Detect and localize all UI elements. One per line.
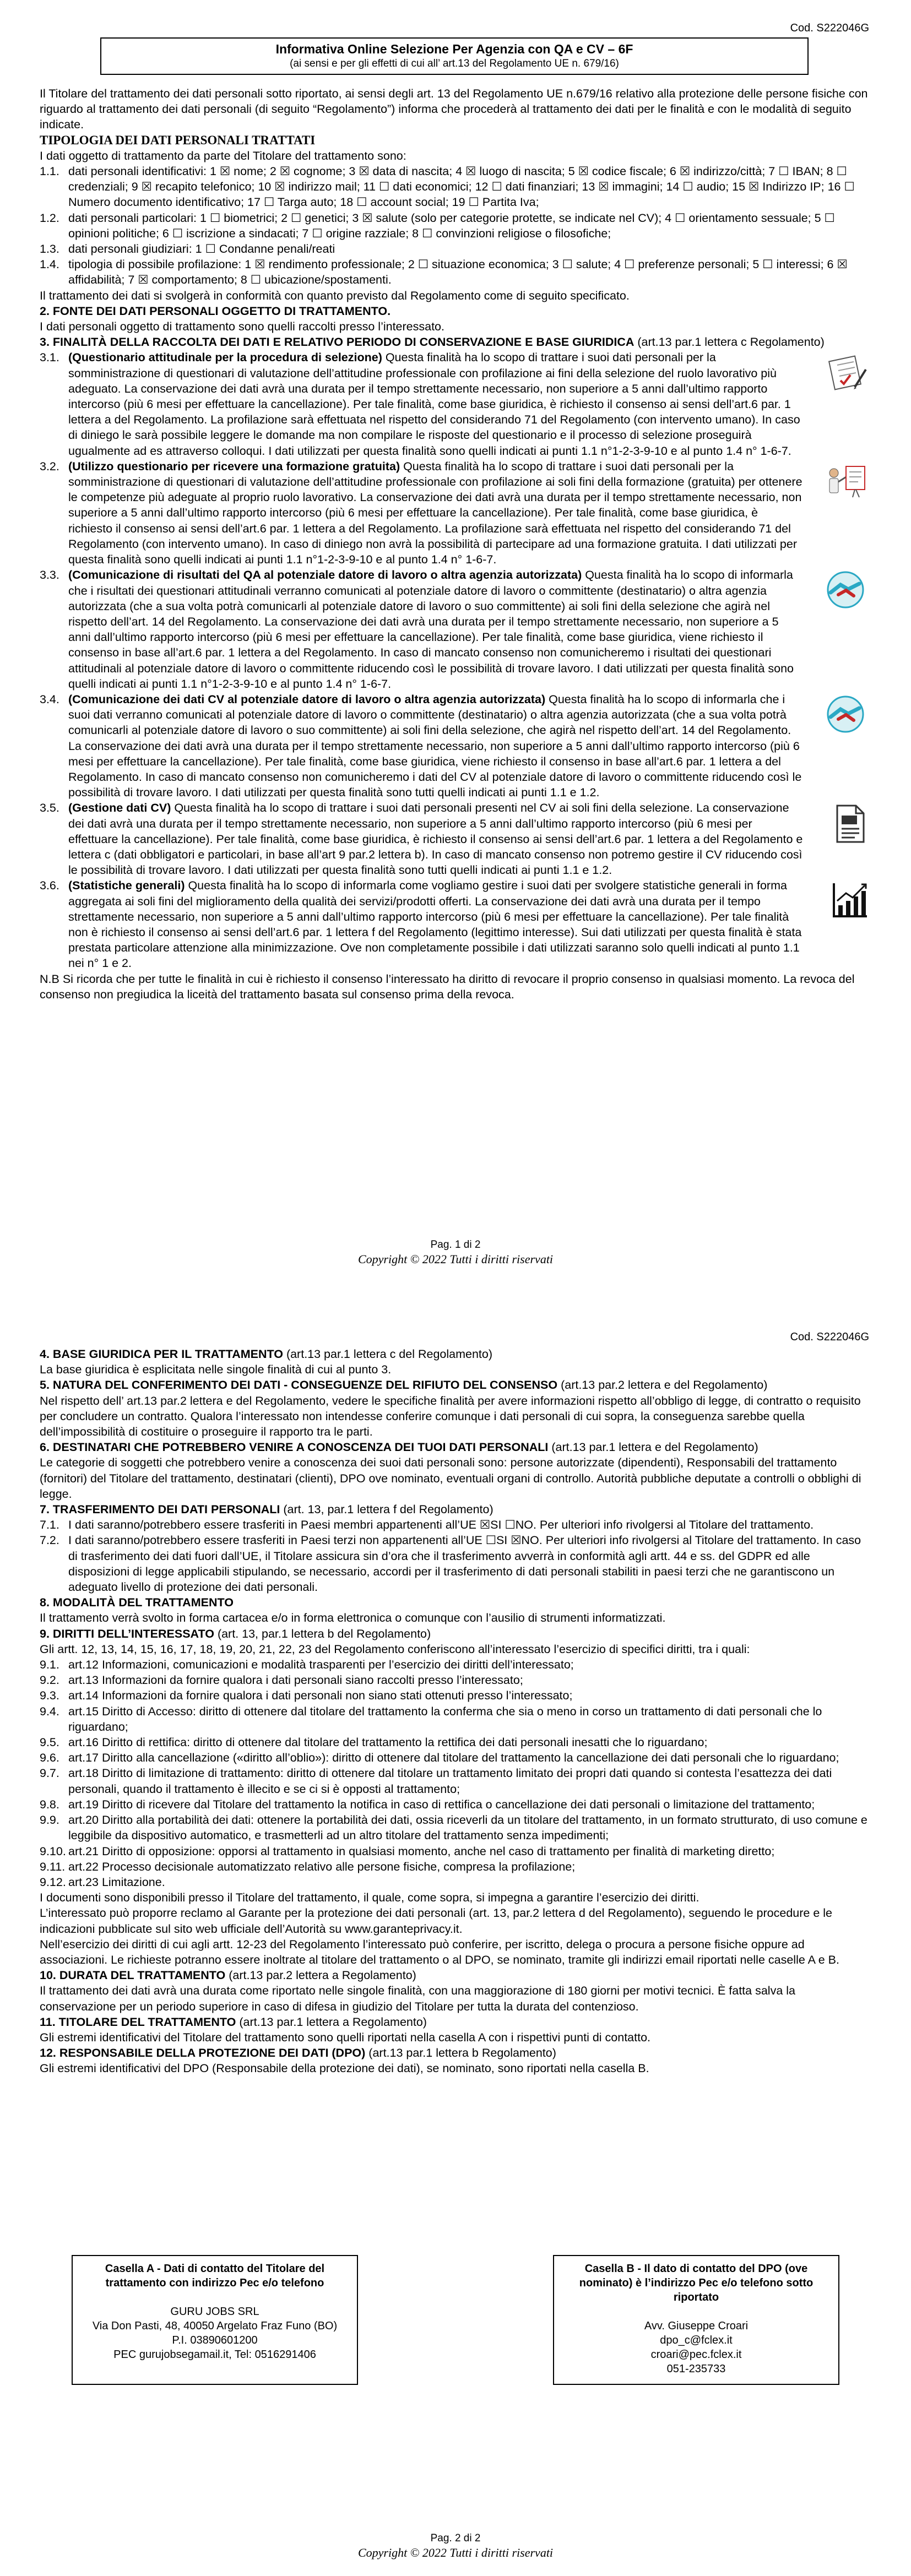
section-12-heading: 12. RESPONSABILE DELLA PROTEZIONE DEI DATI (DPO) (art.13 par.1 lettera b Regolamento) xyxy=(40,2046,556,2060)
page-number: Pag. 1 di 2 xyxy=(430,1239,481,1251)
list-item: 9.4. art.15 Diritto di Accesso: diritto di ottenere dal titolare del trattamento la conferma che sia o meno in corso un trattamento di dati personali che lo riguardano; xyxy=(40,1704,822,1733)
section-9-outro: I documenti sono disponibili presso il Titolare del trattamento, il quale, come sopra, si impegna a garantire l’esercizio dei diritti. xyxy=(40,1891,699,1905)
contact-box-a-title: Casella A - Dati di contatto del Titolare del trattamento con indirizzo Pec e/o telefono xyxy=(105,2263,325,2289)
list-item: 1.1. dati personali identificativi: 1 ☒ nome; 2 ☒ cognome; 3 ☒ data di nascita; 4 ☒ luogo di nascita; 5 ☒ codice fiscale; 6 ☒ indirizzo/città; 7 ☐ IBAN; 8 ☐ credenziali; 9 ☒ recapito telefonico; 10 ☒ indirizzo mail; 11 ☐ dati economici; 12 ☐ dati finanziari; 13 ☒ immagini; 14 ☐ audio; 15 ☒ Indirizzo IP; 16 ☐ Numero documento identificativo; 17 ☐ Targa auto; 18 ☐ account social; 19 ☐ Partita Iva; xyxy=(40,165,855,209)
dpo-email: dpo_c@fclex.it xyxy=(660,2334,733,2346)
check-form-icon xyxy=(803,350,869,392)
section-9-delegation: Nell’esercizio dei diritti di cui agli artt. 12-23 del Regolamento l’interessato può conferire, per iscritto, delega o procura a persone fisiche oppure ad associazioni. Le richieste potranno essere inoltrate al titolare del trattamento o al DPO, se nominato, tramite gli indirizzi email riportati nelle caselle A e B. xyxy=(40,1937,839,1966)
section-5-heading: 5. NATURA DEL CONFERIMENTO DEI DATI - CONSEGUENZE DEL RIFIUTO DEL CONSENSO (art.13 par.2 lettera e del Regolamento) xyxy=(40,1378,768,1392)
handshake-icon xyxy=(803,567,869,609)
list-item: 9.12. art.23 Limitazione. xyxy=(40,1875,165,1889)
section-1-outro: Il trattamento dei dati si svolgerà in conformità con quanto previsto dal Regolamento come di seguito specificato. xyxy=(40,289,630,302)
chart-icon xyxy=(803,878,869,920)
trainer-board-icon xyxy=(803,459,869,501)
section-1-intro: I dati oggetto di trattamento da parte del Titolare del trattamento sono: xyxy=(40,149,406,162)
document-title: Informativa Online Selezione Per Agenzia con QA e CV – 6F xyxy=(275,42,633,56)
page-number: Pag. 2 di 2 xyxy=(430,2532,481,2544)
list-item: 9.10. art.21 Diritto di opposizione: opporsi al trattamento in qualsiasi momento, anche nel caso di trattamento per finalità di marketing diretto; xyxy=(40,1844,775,1858)
section-11-heading: 11. TITOLARE DEL TRATTAMENTO (art.13 par.1 lettera a Regolamento) xyxy=(40,2015,427,2029)
section-10-text: Il trattamento dei dati avrà una durata come riportato nelle singole finalità, con una maggiorazione di 180 giorni per motivi tecnici. È fatta salva la conservazione per un periodo superiore in caso di difesa in giudizio del Titolare per tutta la durata del contenzioso. xyxy=(40,1984,795,2013)
section-6-text: Le categorie di soggetti che potrebbero venire a conoscenza dei suoi dati personali sono: persone autorizzate (dipendenti), Responsabili del trattamento (fornitori) del Titolare del trattamento, destinatari (clienti), DPO ove nominato, eventuali organi di controllo. Autorità pubbliche deputate a controlli o obblighi di legge. xyxy=(40,1456,861,1501)
contact-box-b xyxy=(553,2255,839,2385)
section-9-heading: 9. DIRITTI DELL’INTERESSATO (art. 13, par.1 lettera b del Regolamento) xyxy=(40,1627,431,1640)
page-2-footer xyxy=(0,2531,911,2560)
list-item: 9.2. art.13 Informazioni da fornire qualora i dati personali siano raccolti presso l’interessato; xyxy=(40,1673,523,1687)
list-item: 1.4. tipologia di possibile profilazione: 1 ☒ rendimento professionale; 2 ☐ situazione economica; 3 ☐ salute; 4 ☐ preferenze personali; 5 ☐ interessi; 6 ☒ affidabilità; 7 ☒ comportamento; 8 ☐ ubicazione/spostamenti. xyxy=(40,258,848,287)
list-item: 9.8. art.19 Diritto di ricevere dal Titolare del trattamento la notifica in caso di rettifica o cancellazione dei dati personali o limitazione del trattamento; xyxy=(40,1797,815,1811)
company-pec-phone: PEC gurujobsegamail.it, Tel: 0516291406 xyxy=(113,2349,316,2361)
section-7-heading: 7. TRASFERIMENTO DEI DATI PERSONALI (art. 13, par.1 lettera f del Regolamento) xyxy=(40,1503,494,1517)
contact-box-b-title: Casella B - Il dato di contatto del DPO (ove nominato) è l’indirizzo Pec e/o telefono sotto riportato xyxy=(579,2263,814,2303)
copyright: Copyright © 2022 Tutti i diritti riservati xyxy=(357,2546,554,2559)
section-8-text: Il trattamento verrà svolto in forma cartacea e/o in forma elettronica o comunque con l’ausilio di strumenti informatizzati. xyxy=(40,1611,666,1625)
section-12-text: Gli estremi identificativi del DPO (Responsabile della protezione dei dati), se nominato, sono riportati nella casella B. xyxy=(40,2062,649,2075)
section-9-intro: Gli artt. 12, 13, 14, 15, 16, 17, 18, 19, 20, 21, 22, 23 del Regolamento conferiscono all’interessato l’esercizio di specifici diritti, tra i quali: xyxy=(40,1642,750,1656)
list-item: 9.1. art.12 Informazioni, comunicazioni e modalità trasparenti per l’esercizio dei diritti dell’interessato; xyxy=(40,1658,574,1672)
list-item: 7.1. I dati saranno/potrebbero essere trasferiti in Paesi membri appartenenti all’UE ☒SI ☐NO. Per ulteriori info rivolgersi al Titolare del trattamento. xyxy=(40,1518,814,1532)
list-item: 1.2. dati personali particolari: 1 ☐ biometrici; 2 ☐ genetici; 3 ☒ salute (solo per categorie protette, se indicate nel CV); 4 ☐ orientamento sessuale; 5 ☐ opinioni politiche; 6 ☐ iscrizione a sindacati; 7 ☐ origine razziale; 8 ☐ convinzioni religiose o filosofiche; xyxy=(40,211,835,240)
list-item: 9.7. art.18 Diritto di limitazione di trattamento: diritto di ottenere dal titolare un trattamento limitato dei propri dati quando si contesta l’esattezza dei dati personali, quando il trattamento è illecito e se ci si è opposti al trattamento; xyxy=(40,1767,832,1796)
handshake-icon xyxy=(803,692,869,733)
section-10-heading: 10. DURATA DEL TRATTAMENTO (art.13 par.2 lettera a Regolamento) xyxy=(40,1969,416,1982)
contact-box-a xyxy=(72,2255,358,2385)
finalita-item: 3.5. (Gestione dati CV) Questa finalità ha lo scopo di trattare i suoi dati personali presenti nel CV ai soli fini della selezione. La conservazione dei dati avrà una durata per il tempo strettamente necessario, non superiore a 5 anni dall’ultimo rapporto intercorso (più 6 mesi per effettuare la cancellazione). Per tale finalità, come base giuridica, è richiesto il consenso ai sensi dell’art.6 par. 1 lettera a del Regolamento e lettera c (dati obbligatori e particolari, in base all’art 9 par.2 lettera b). In caso di mancato consenso non potremo gestire il CV riducendo così le possibilità di trovare lavoro. I dati utilizzati per questa finalità sono tutti quelli indicati ai punti 1.1 e 1.2. xyxy=(40,800,869,878)
list-item: 9.11. art.22 Processo decisionale automatizzato relativo alle persone fisiche, compresa la profilazione; xyxy=(40,1860,576,1873)
page-1-footer xyxy=(0,1238,911,1267)
section-6-heading: 6. DESTINATARI CHE POTREBBERO VENIRE A CONOSCENZA DEI TUOI DATI PERSONALI (art.13 par.1 lettera e del Regolamento) xyxy=(40,1441,758,1454)
company-address: Via Don Pasti, 48, 40050 Argelato Fraz Funo (BO) xyxy=(92,2320,338,2332)
title-box xyxy=(100,37,809,75)
list-item: 9.9. art.20 Diritto alla portabilità dei dati: ottenere la portabilità dei dati, ossia riceverli da un titolare del trattamento, in un formato strutturato, di uso comune e leggibile da dispositivo automatico, e trasmetterli ad un altro titolare del trattamento senza impedimenti; xyxy=(40,1813,867,1843)
section-4-text: La base giuridica è esplicitata nelle singole finalità di cui al punto 3. xyxy=(40,1363,392,1377)
company-vat: P.I. 03890601200 xyxy=(172,2334,258,2346)
nb-note: N.B Si ricorda che per tutte le finalità in cui è richiesto il consenso l’interessato ha diritto di revocare il proprio consenso in qualsiasi momento. La revoca del consenso non pregiudica la liceità del trattamento basata sul consenso prima della revoca. xyxy=(40,972,855,1001)
company-name: GURU JOBS SRL xyxy=(170,2306,259,2318)
section-4-heading: 4. BASE GIURIDICA PER IL TRATTAMENTO (art.13 par.1 lettera c del Regolamento) xyxy=(40,1347,493,1361)
document-code: Cod. S222046G xyxy=(790,1331,869,1343)
section-1-heading: TIPOLOGIA DEI DATI PERSONALI TRATTATI xyxy=(40,133,316,147)
section-5-text: Nel rispetto dell’ art.13 par.2 lettera e del Regolamento, vedere le specifiche finalità per avere informazioni rispetto all’obbligo di legge, di contratto o requisito per concludere un contratto. Qualora l’interessato non intendesse conferire comunque i dati personali di cui sopra, la conseguenza sarebbe quella dell’impossibilità di costituire o proseguire il rapporto tra le parti. xyxy=(40,1394,861,1439)
list-item: 7.2. I dati saranno/potrebbero essere trasferiti in Paesi terzi non appartenenti all’UE ☐SI ☒NO. Per ulteriori info rivolgersi al Titolare del trattamento. In caso di trasferimento dei dati fuori dall’UE, il Titolare assicura sin d’ora che il trasferimento avverrà in conformità agli artt. 44 e ss. del GDPR ed alle disposizioni di legge applicabili stipulando, se necessario, accordi per il trasferimento di dati personali stabiliti in paesi terzi che ne garantiscono un adeguato livello di protezione dei dati personali. xyxy=(40,1534,861,1594)
section-2-heading: 2. FONTE DEI DATI PERSONALI OGGETTO DI TRATTAMENTO. xyxy=(40,304,391,318)
copyright: Copyright © 2022 Tutti i diritti riservati xyxy=(357,1252,554,1266)
dpo-name: Avv. Giuseppe Croari xyxy=(644,2320,749,2332)
finalita-item: 3.6. (Statistiche generali) Questa finalità ha lo scopo di informarla come vogliamo gestire i suoi dati per svolgere statistiche generali in forma aggregata ai soli fini del miglioramento della qualità dei servizi/prodotti offerti. La conservazione dei dati avrà una durata per il tempo strettamente necessario, non superiore a 5 anni dall’ultimo rapporto intercorso (più 6 mesi per effettuare la cancellazione). Per tale finalità non è richiesto il consenso ai sensi dell’art.6 par. 1 lettera f del Regolamento (legittimo interesse). Sui dati utilizzati per questa finalità è stata prestata particolare attenzione alla minimizzazione. Ove non completamente possibile i dati utilizzati saranno solo quelli indicati al punto 1.1 nei n° 1 e 2. xyxy=(40,878,869,971)
finalita-item: 3.1. (Questionario attitudinale per la procedura di selezione) Questa finalità ha lo scopo di trattare i suoi dati personali per la somministrazione di questionari di valutazione dell’attitudine professionale con profilazione ai fini della selezione del ruolo lavorativo più adeguato. La conservazione dei dati avrà una durata per il tempo strettamente necessario, non superiore a 5 anni dall’ultimo rapporto intercorso (più 6 mesi per effettuare la cancellazione). Per tale finalità, come base giuridica, è richiesto il consenso ai sensi dell’art.6 par. 1 lettera a del Regolamento. La profilazione sarà effettuata nel rispetto del considerando 71 del Regolamento (con intervento umano). In caso di diniego le sarà possibile leggere le domande ma non compilare le risposte del questionario e il processo di selezione proseguirà ugualmente ad es attraverso colloqui. I dati utilizzati per questa finalità sono quelli indicati ai punti 1.1 n°1-2-3-9-10 e al punto 1.4 n° 1-6-7. xyxy=(40,350,869,458)
section-2-text: I dati personali oggetto di trattamento sono quelli raccolti presso l’interessato. xyxy=(40,320,444,334)
document-code: Cod. S222046G xyxy=(790,22,869,34)
page-2-content xyxy=(40,1346,869,2077)
dpo-pec: croari@pec.fclex.it xyxy=(650,2349,742,2361)
list-item: 1.3. dati personali giudiziari: 1 ☐ Condanne penali/reati xyxy=(40,242,335,256)
document-subtitle: (ai sensi e per gli effetti di cui all’ art.13 del Regolamento UE n. 679/16) xyxy=(290,58,619,69)
page-2 xyxy=(0,1313,911,2576)
finalita-item: 3.2. (Utilizzo questionario per ricevere una formazione gratuita) Questa finalità ha lo scopo di trattare i suoi dati personali per la somministrazione di questionari di valutazione dell’attitudine professionale con profilazione ai soli fini della formazione (gratuita) per ottenere le competenze più adeguate al proprio ruolo lavorativo. La conservazione dei dati avrà una durata per il tempo strettamente necessario, non superiore a 5 anni dall’ultimo rapporto intercorso (più 6 mesi per effettuare la cancellazione). Per tale finalità, come base giuridica, è richiesto il consenso ai sensi dell’art.6 par. 1 lettera a del Regolamento. La profilazione sarà effettuata nel rispetto del considerando 71 del Regolamento (con intervento umano). In caso di diniego non avrà la possibilità di partecipare ad una formazione gratuita. I dati utilizzati per questa finalità sono quelli indicati ai punti 1.1 n°1-2-3-9-10 e al punto 1.4 n° 1-6-7. xyxy=(40,459,869,567)
page-1-content xyxy=(40,37,869,1002)
section-8-heading: 8. MODALITÀ DEL TRATTAMENTO xyxy=(40,1596,234,1610)
finalita-item: 3.3. (Comunicazione di risultati del QA al potenziale datore di lavoro o altra agenzia autorizzata) Questa finalità ha lo scopo di informarla che i risultati dei questionari attitudinali verranno comunicati al potenziale datore di lavoro o committente (destinatario) o altra agenzia autorizzata (che a sua volta potrà comunicarli al potenziale datore di lavoro o suo committente) ai soli fini della selezione che agirà nel rispetto dell’art. 14 del Regolamento. La conservazione dei dati avrà una durata per il tempo strettamente necessario, non superiore a 5 anni dall’ultimo rapporto intercorso (più 6 mesi per effettuare la cancellazione). Per tale finalità, come base giuridica, viene richiesto il consenso in base all’art.6 par. 1 lettera a del Regolamento. In caso di mancato consenso non comunicheremo i risultati dei questionari attitudinali al potenziale datore di lavoro o committente riducendo così le possibilità di trovare lavoro. I dati utilizzati per questa finalità sono quelli indicati ai punti 1.1 n°1-2-3-9-10 e al punto 1.4 n° 1-6-7. xyxy=(40,567,869,692)
cv-document-icon xyxy=(803,800,869,844)
section-11-text: Gli estremi identificativi del Titolare del trattamento sono quelli riportati nella casella A con i rispettivi punti di contatto. xyxy=(40,2030,651,2044)
list-item: 9.3. art.14 Informazioni da fornire qualora i dati personali non siano stati ottenuti presso l’interessato; xyxy=(40,1689,573,1703)
contact-boxes xyxy=(72,2255,839,2385)
section-3-heading: 3. FINALITÀ DELLA RACCOLTA DEI DATI E RELATIVO PERIODO DI CONSERVAZIONE E BASE GIURIDICA (art.13 par.1 lettera c Regolamento) xyxy=(40,335,825,349)
finalita-item: 3.4. (Comunicazione dei dati CV al potenziale datore di lavoro o altra agenzia autorizzata) Questa finalità ha lo scopo di informarla che i suoi dati verranno comunicati al potenziale datore di lavoro o committente (destinatario) o altra agenzia autorizzata (che a sua volta potrà comunicarli al potenziale datore di lavoro o suo committente) ai soli fini della selezione, che agirà nel rispetto dell’art. 14 del Regolamento. La conservazione dei dati avrà una durata per il tempo strettamente necessario, non superiore a 5 anni dall’ultimo rapporto intercorso (più 6 mesi per effettuare la cancellazione). Per tale finalità, come base giuridica, viene richiesto il consenso in base all’art.6 par. 1 lettera a del Regolamento. In caso di mancato consenso non comunicheremo i dati del CV al potenziale datore di lavoro o committente riducendo così le possibilità di trovare lavoro. I dati utilizzati per questa finalità sono tutti quelli indicati ai punti 1.1 e 1.2. xyxy=(40,692,869,800)
section-9-complaint: L’interessato può proporre reclamo al Garante per la protezione dei dati personali (art. 13, par.2 lettera d del Regolamento), seguendo le procedure e le indicazioni pubblicate sul sito web ufficiale dell’Autorità su www.garanteprivacy.it. xyxy=(40,1906,832,1936)
dpo-phone: 051-235733 xyxy=(666,2363,726,2375)
list-item: 9.6. art.17 Diritto alla cancellazione («diritto all’oblio»): diritto di ottenere dal titolare del trattamento la cancellazione dei dati personali che lo riguardano; xyxy=(40,1751,839,1765)
intro-paragraph: Il Titolare del trattamento dei dati personali sotto riportato, ai sensi degli art. 13 del Regolamento UE n.679/16 relativo alla protezione delle persone fisiche con riguardo al trattamento dei dati personali (di seguito “Regolamento”) informa che procederà al trattamento dei dati per le finalità e con le modalità di seguito indicate. xyxy=(40,87,868,132)
list-item: 9.5. art.16 Diritto di rettifica: diritto di ottenere dal titolare del trattamento la rettifica dei dati personali inesatti che lo riguardano; xyxy=(40,1736,708,1749)
